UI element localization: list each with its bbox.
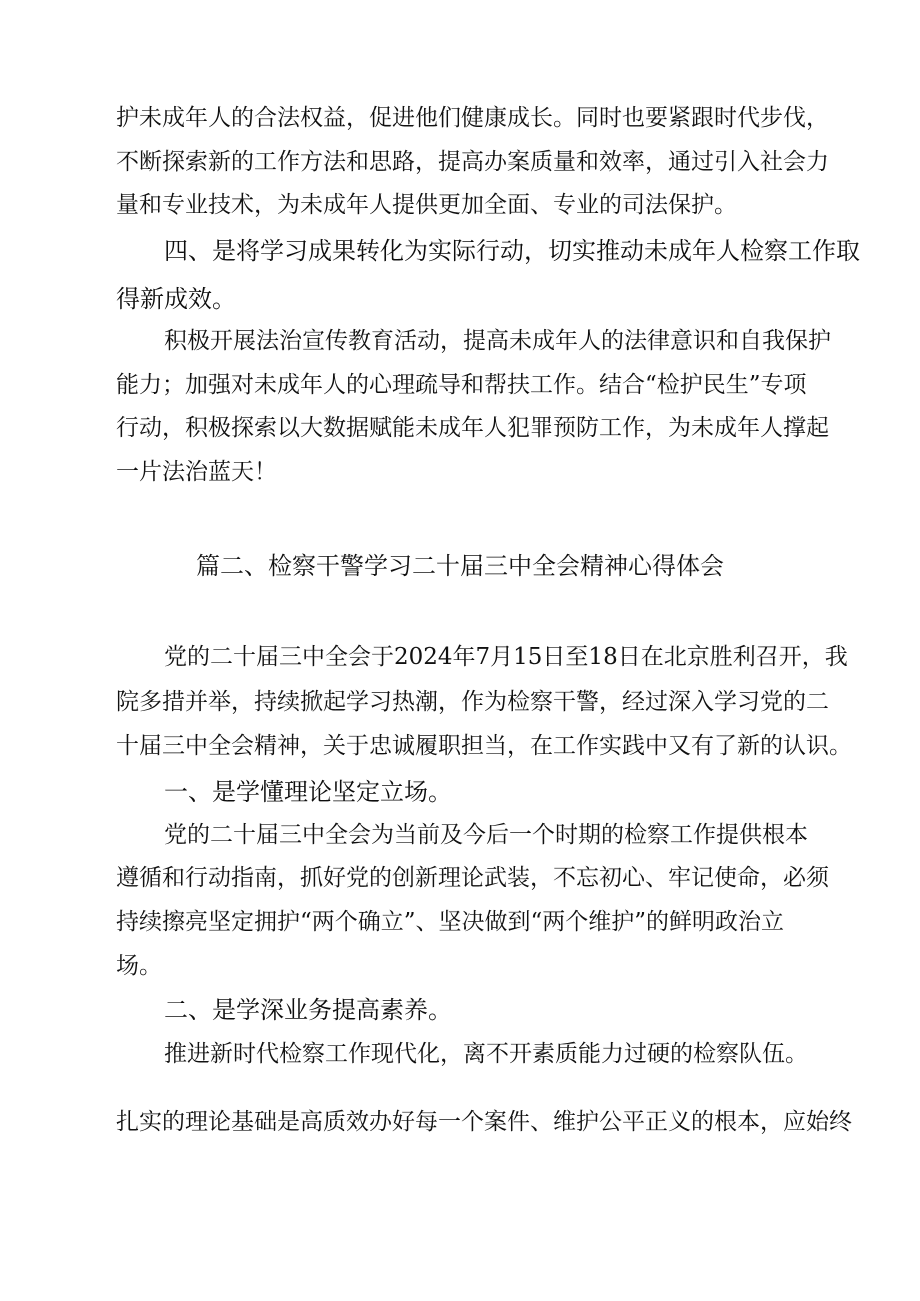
paragraph-line: 量和专业技术，为未成年人提供更加全面、专业的司法保护。	[116, 192, 737, 218]
paragraph-line: 推进新时代检察工作现代化，离不开素质能力过硬的检察队伍。	[164, 1041, 808, 1067]
paragraph-line: 不断探索新的工作方法和思路，提高办案质量和效率，通过引入社会力	[116, 149, 829, 175]
paragraph-line: 能力；加强对未成年人的心理疏导和帮扶工作。结合“检护民生”专项	[116, 372, 807, 398]
paragraph-line: 十届三中全会精神，关于忠诚履职担当，在工作实践中又有了新的认识。	[116, 733, 852, 759]
paragraph-line: 党的二十届三中全会为当前及今后一个时期的检察工作提供根本	[164, 822, 808, 848]
article-title: 篇二、检察干警学习二十届三中全会精神心得体会	[196, 552, 724, 580]
paragraph-line: 一片法治蓝天！	[116, 459, 277, 485]
paragraph-line: 护未成年人的合法权益，促进他们健康成长。同时也要紧跟时代步伐，	[116, 105, 829, 131]
section-heading-two: 二、是学深业务提高素养。	[164, 996, 452, 1024]
paragraph-line: 党的二十届三中全会于2024年7月15日至18日在北京胜利召开，我	[164, 644, 848, 670]
paragraph-line: 场。	[116, 953, 162, 979]
paragraph-line: 扎实的理论基础是高质效办好每一个案件、维护公平正义的根本，应始终	[116, 1109, 852, 1135]
section-heading-four: 四、是将学习成果转化为实际行动，切实推动未成年人检察工作取	[164, 237, 860, 265]
paragraph-line: 行动，积极探索以大数据赋能未成年人犯罪预防工作，为未成年人撑起	[116, 415, 829, 441]
section-heading-one: 一、是学懂理论坚定立场。	[164, 778, 452, 806]
paragraph-line: 院多措并举，持续掀起学习热潮，作为检察干警，经过深入学习党的二	[116, 689, 829, 715]
paragraph-line: 积极开展法治宣传教育活动，提高未成年人的法律意识和自我保护	[164, 328, 831, 354]
paragraph-line: 持续擦亮坚定拥护“两个确立”、坚决做到“两个维护”的鲜明政治立	[116, 909, 785, 935]
paragraph-line: 遵循和行动指南，抓好党的创新理论武装，不忘初心、牢记使命，必须	[116, 865, 829, 891]
section-heading-four-cont: 得新成效。	[116, 285, 236, 313]
